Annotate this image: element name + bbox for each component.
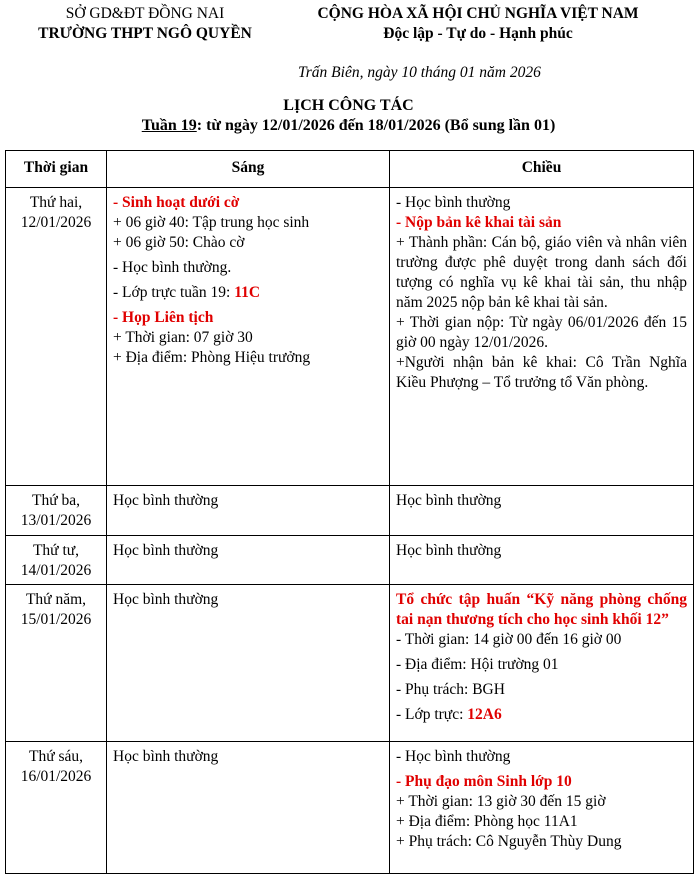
event-line: + Thời gian: 07 giờ 30 [113, 329, 253, 346]
duty-label: - Lớp trực: [396, 706, 468, 723]
afternoon-cell [390, 742, 694, 874]
event-line: - Địa điểm: Hội trường 01 [396, 656, 559, 673]
day-date: 16/01/2026 [20, 768, 92, 785]
day-label: Thứ năm, [25, 591, 87, 608]
event-title: - Họp Liên tịch [113, 309, 214, 326]
table-row [6, 742, 694, 874]
day-cell [6, 536, 107, 585]
header-afternoon: Chiều [390, 151, 694, 188]
week-label: Tuần 19 [141, 117, 197, 134]
event-line: + 06 giờ 40: Tập trung học sinh [113, 214, 310, 231]
morning-cell: Học bình thường [107, 536, 390, 585]
day-date: 14/01/2026 [20, 562, 92, 579]
schedule-table [5, 150, 694, 874]
event-title: - Nộp bản kê khai tài sản [396, 214, 562, 231]
event-title: Tổ chức tập huấn “Kỹ năng phòng chống tai nạn thương tích cho học sinh khối 12” [396, 591, 687, 628]
event-title: - Phụ đạo môn Sinh lớp 10 [396, 773, 572, 790]
event-line: - Học bình thường [396, 194, 511, 211]
duty-class: 11C [234, 284, 261, 301]
table-header-row [6, 151, 694, 188]
event-line: - Học bình thường [396, 748, 511, 765]
morning-cell: Học bình thường [107, 585, 390, 742]
table-row [6, 188, 694, 486]
day-label: Thứ hai, [29, 194, 83, 211]
page-title: LỊCH CÔNG TÁC [283, 97, 414, 114]
event-line: + Thời gian: 13 giờ 30 đến 15 giờ [396, 793, 606, 810]
day-cell [6, 742, 107, 874]
event-line: +Người nhận bản kê khai: Cô Trần Nghĩa Kiều Phượng – Tổ trưởng tổ Văn phòng. [396, 354, 687, 391]
page-subtitle [0, 117, 697, 135]
event-line: + Thời gian nộp: Từ ngày 06/01/2026 đến 15 giờ 00 ngày 12/01/2026. [396, 314, 687, 351]
afternoon-cell [390, 585, 694, 742]
week-range: : từ ngày 12/01/2026 đến 18/01/2026 (Bổ sung lần 01) [196, 117, 556, 134]
date-line: Trấn Biên, ngày 10 tháng 01 năm 2026 [298, 64, 541, 81]
afternoon-cell: Học bình thường [390, 486, 694, 536]
day-cell [6, 188, 107, 486]
duty-label: - Lớp trực tuần 19: [113, 284, 235, 301]
event-line: + Phụ trách: Cô Nguyễn Thùy Dung [396, 833, 622, 850]
event-line: + Thành phần: Cán bộ, giáo viên và nhân viên trường được phê duyệt trong danh sách đối tượng có nghĩa vụ kê khai tài sản, thu nhập năm 2025 nộp bản kê khai tài sản. [396, 234, 687, 311]
day-label: Thứ sáu, [28, 748, 84, 765]
event-line: - Học bình thường. [113, 259, 232, 276]
afternoon-cell [390, 188, 694, 486]
afternoon-cell: Học bình thường [390, 536, 694, 585]
table-row [6, 486, 694, 536]
table-row [6, 536, 694, 585]
event-line: - Thời gian: 14 giờ 00 đến 16 giờ 00 [396, 631, 622, 648]
day-cell [6, 585, 107, 742]
morning-cell [107, 188, 390, 486]
event-line [396, 705, 687, 725]
event-line: + 06 giờ 50: Chào cờ [113, 234, 245, 251]
day-cell [6, 486, 107, 536]
day-label: Thứ tư, [32, 542, 80, 559]
header-morning: Sáng [107, 151, 390, 188]
day-date: 15/01/2026 [20, 611, 92, 628]
national-header [258, 4, 697, 44]
national-motto: Độc lập - Tự do - Hạnh phúc [383, 25, 573, 42]
issuer-block [0, 4, 290, 44]
event-title: - Sinh hoạt dưới cờ [113, 194, 240, 211]
day-date: 12/01/2026 [20, 214, 92, 231]
table-row [6, 585, 694, 742]
event-line: - Phụ trách: BGH [396, 681, 505, 698]
day-date: 13/01/2026 [20, 512, 92, 529]
event-line: + Địa điểm: Phòng Hiệu trưởng [113, 349, 311, 366]
department-name: SỞ GD&ĐT ĐỒNG NAI [65, 5, 225, 22]
event-line: + Địa điểm: Phòng học 11A1 [396, 813, 578, 830]
school-name: TRƯỜNG THPT NGÔ QUYỀN [38, 25, 252, 42]
nation-name: CỘNG HÒA XÃ HỘI CHỦ NGHĨA VIỆT NAM [317, 5, 639, 22]
header-time: Thời gian [6, 151, 107, 188]
event-line [113, 283, 383, 303]
day-label: Thứ ba, [32, 492, 80, 509]
morning-cell: Học bình thường [107, 742, 390, 874]
morning-cell: Học bình thường [107, 486, 390, 536]
duty-class: 12A6 [467, 706, 502, 723]
